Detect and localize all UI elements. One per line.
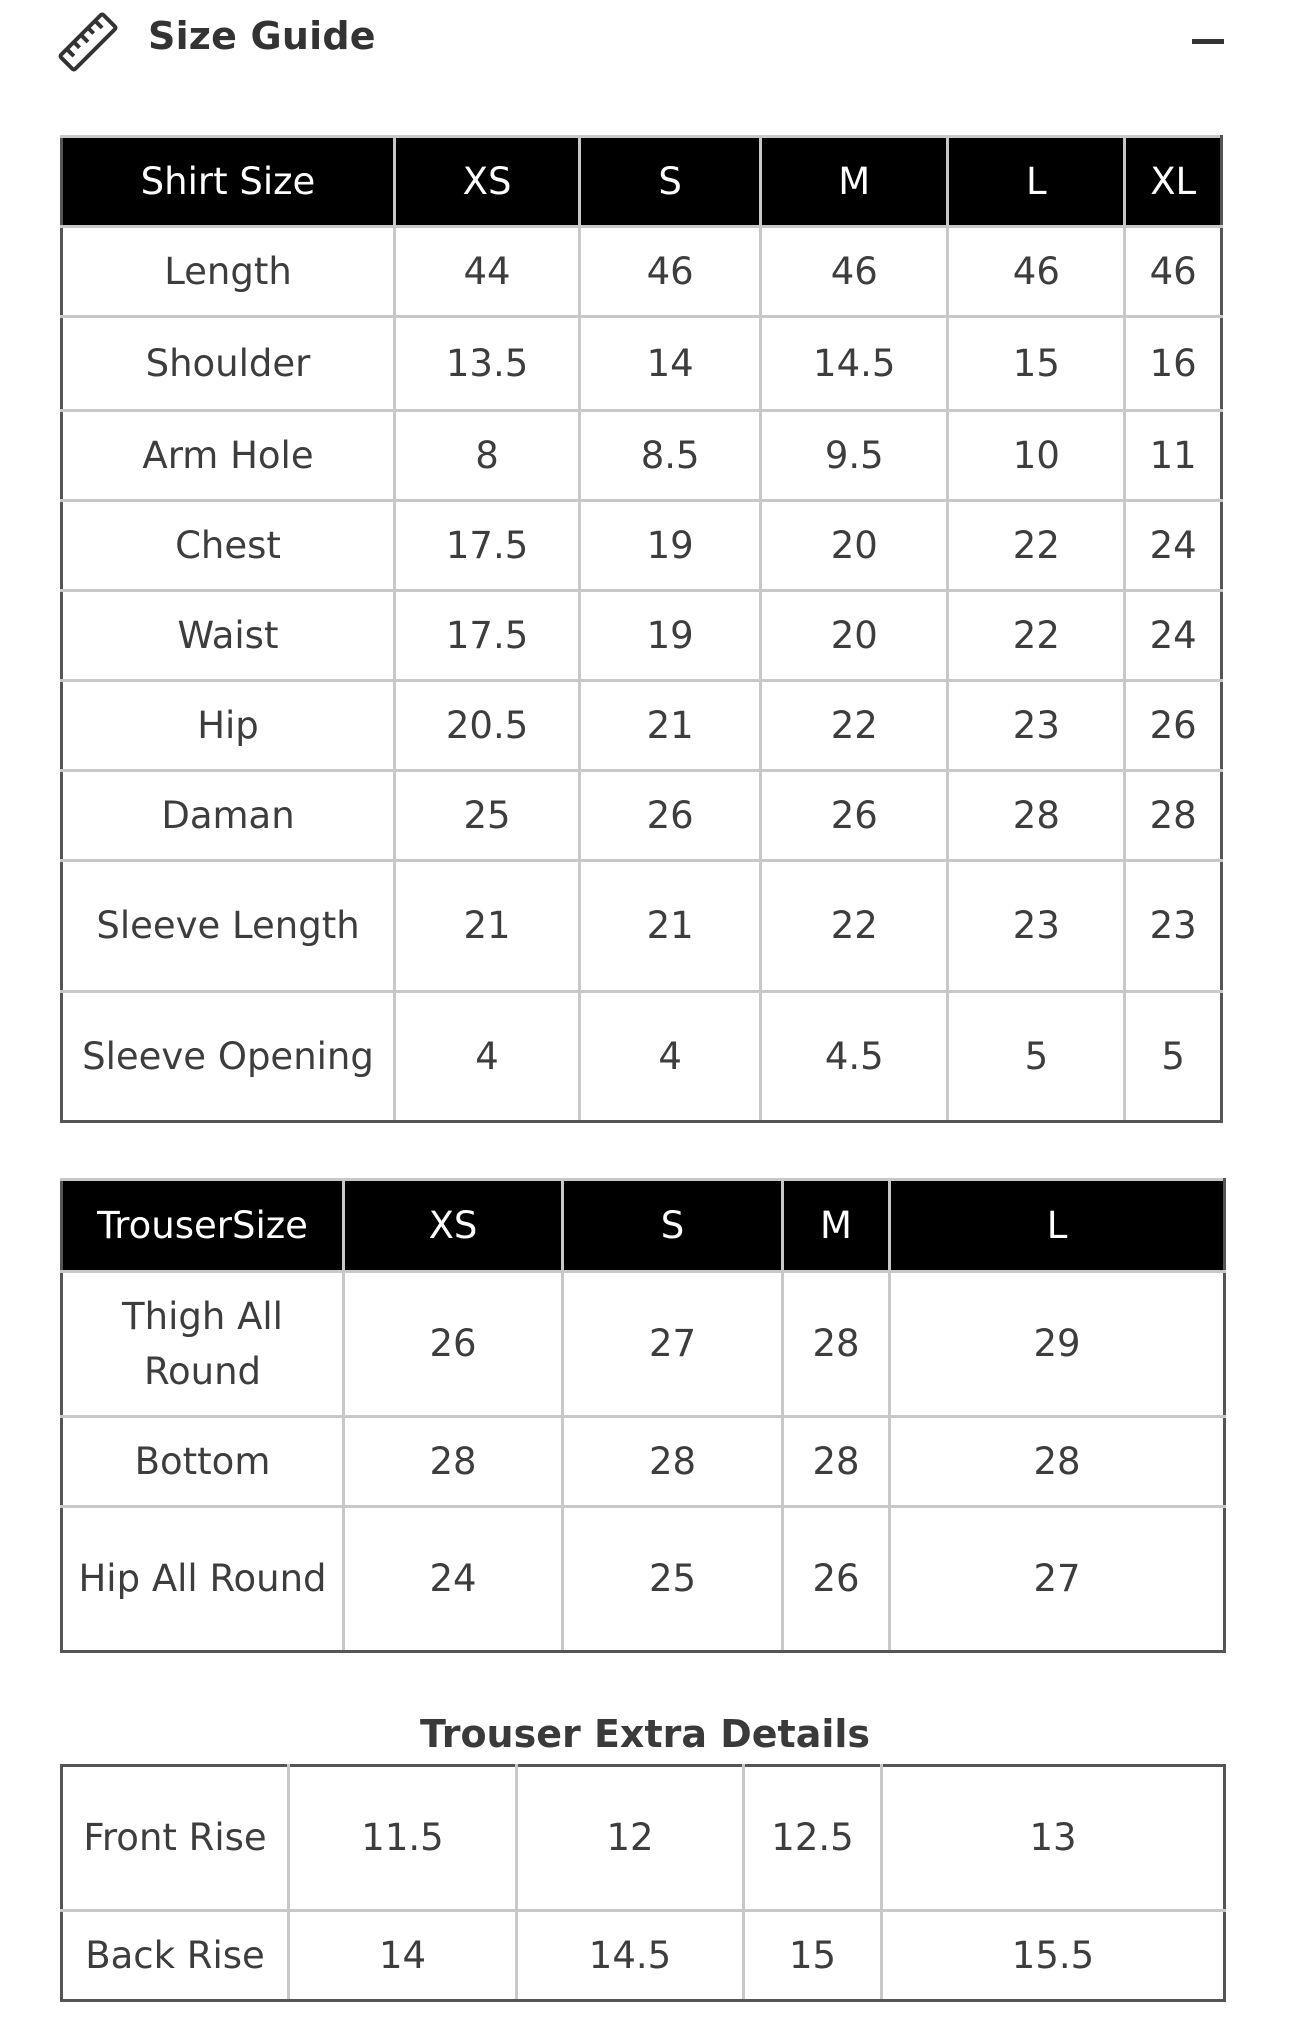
shirt-size-table xyxy=(60,135,1223,1123)
table-row xyxy=(62,1766,1225,1911)
trouser-extra-details-table xyxy=(60,1764,1226,2002)
size-guide-header[interactable] xyxy=(0,0,1290,80)
table-cell: 22 xyxy=(761,861,948,992)
table-cell: 14 xyxy=(580,317,761,411)
trouser-size-table xyxy=(60,1178,1226,1653)
table-cell: 8 xyxy=(395,411,580,501)
table-cell: 28 xyxy=(948,771,1125,861)
row-label: Back Rise xyxy=(62,1911,289,2001)
table-cell: 24 xyxy=(1125,501,1222,591)
table-cell: 10 xyxy=(948,411,1125,501)
table-row xyxy=(62,501,1222,591)
table-header-cell: XL xyxy=(1125,137,1222,227)
table-row xyxy=(62,771,1222,861)
table-cell: 28 xyxy=(783,1417,890,1507)
table-header-row xyxy=(62,137,1222,227)
table-cell: 13 xyxy=(882,1766,1225,1911)
table-header-cell: M xyxy=(761,137,948,227)
table-cell: 4 xyxy=(395,992,580,1122)
table-cell: 28 xyxy=(783,1272,890,1417)
table-cell: 46 xyxy=(761,227,948,317)
table-cell: 5 xyxy=(948,992,1125,1122)
table-cell: 5 xyxy=(1125,992,1222,1122)
table-header-cell: L xyxy=(948,137,1125,227)
table-cell: 23 xyxy=(1125,861,1222,992)
table-cell: 21 xyxy=(580,681,761,771)
table-cell: 4 xyxy=(580,992,761,1122)
table-cell: 26 xyxy=(580,771,761,861)
table-cell: 22 xyxy=(948,501,1125,591)
row-label: Daman xyxy=(62,771,395,861)
table-row xyxy=(62,861,1222,992)
table-cell: 28 xyxy=(890,1417,1225,1507)
table-cell: 17.5 xyxy=(395,591,580,681)
row-label: Hip All Round xyxy=(62,1507,344,1652)
table-row xyxy=(62,317,1222,411)
row-label: Length xyxy=(62,227,395,317)
table-cell: 46 xyxy=(1125,227,1222,317)
table-cell: 26 xyxy=(344,1272,563,1417)
table-cell: 25 xyxy=(563,1507,783,1652)
table-cell: 27 xyxy=(890,1507,1225,1652)
table-cell: 24 xyxy=(344,1507,563,1652)
table-header-cell: TrouserSize xyxy=(62,1180,344,1272)
table-cell: 21 xyxy=(580,861,761,992)
table-cell: 27 xyxy=(563,1272,783,1417)
row-label: Hip xyxy=(62,681,395,771)
table-cell: 14.5 xyxy=(761,317,948,411)
table-cell: 24 xyxy=(1125,591,1222,681)
row-label: Thigh All Round xyxy=(62,1272,344,1417)
table-header-cell: L xyxy=(890,1180,1225,1272)
table-cell: 20 xyxy=(761,591,948,681)
row-label: Sleeve Opening xyxy=(62,992,395,1122)
table-row xyxy=(62,411,1222,501)
table-cell: 16 xyxy=(1125,317,1222,411)
table-cell: 22 xyxy=(948,591,1125,681)
ruler-icon xyxy=(56,10,120,74)
row-label: Arm Hole xyxy=(62,411,395,501)
table-cell: 28 xyxy=(1125,771,1222,861)
table-cell: 14 xyxy=(289,1911,517,2001)
table-cell: 21 xyxy=(395,861,580,992)
table-cell: 4.5 xyxy=(761,992,948,1122)
table-header-cell: M xyxy=(783,1180,890,1272)
table-row xyxy=(62,1417,1225,1507)
table-header-cell: S xyxy=(563,1180,783,1272)
table-cell: 23 xyxy=(948,681,1125,771)
table-cell: 46 xyxy=(580,227,761,317)
table-cell: 44 xyxy=(395,227,580,317)
table-cell: 28 xyxy=(344,1417,563,1507)
row-label: Shoulder xyxy=(62,317,395,411)
row-label: Waist xyxy=(62,591,395,681)
table-header-cell: S xyxy=(580,137,761,227)
table-cell: 19 xyxy=(580,501,761,591)
table-cell: 8.5 xyxy=(580,411,761,501)
table-header-cell: XS xyxy=(344,1180,563,1272)
table-cell: 14.5 xyxy=(517,1911,744,2001)
table-row xyxy=(62,1911,1225,2001)
section-title: Trouser Extra Details xyxy=(419,1712,871,1756)
row-label: Bottom xyxy=(62,1417,344,1507)
table-row xyxy=(62,681,1222,771)
table-cell: 15.5 xyxy=(882,1911,1225,2001)
table-cell: 20 xyxy=(761,501,948,591)
table-cell: 26 xyxy=(1125,681,1222,771)
table-cell: 26 xyxy=(783,1507,890,1652)
table-row xyxy=(62,227,1222,317)
table-header-cell: XS xyxy=(395,137,580,227)
table-cell: 15 xyxy=(744,1911,882,2001)
table-row xyxy=(62,992,1222,1122)
row-label: Front Rise xyxy=(62,1766,289,1911)
table-header-row xyxy=(62,1180,1225,1272)
table-cell: 12 xyxy=(517,1766,744,1911)
table-cell: 23 xyxy=(948,861,1125,992)
table-header-cell: Shirt Size xyxy=(62,137,395,227)
table-row xyxy=(62,1272,1225,1417)
row-label: Sleeve Length xyxy=(62,861,395,992)
table-cell: 17.5 xyxy=(395,501,580,591)
table-cell: 26 xyxy=(761,771,948,861)
page-title: Size Guide xyxy=(148,14,376,58)
table-cell: 19 xyxy=(580,591,761,681)
collapse-button[interactable] xyxy=(1188,20,1228,60)
table-cell: 11.5 xyxy=(289,1766,517,1911)
table-cell: 22 xyxy=(761,681,948,771)
table-row xyxy=(62,591,1222,681)
table-cell: 11 xyxy=(1125,411,1222,501)
table-cell: 28 xyxy=(563,1417,783,1507)
table-cell: 9.5 xyxy=(761,411,948,501)
table-cell: 15 xyxy=(948,317,1125,411)
table-row xyxy=(62,1507,1225,1652)
table-cell: 12.5 xyxy=(744,1766,882,1911)
row-label: Chest xyxy=(62,501,395,591)
table-cell: 46 xyxy=(948,227,1125,317)
table-cell: 13.5 xyxy=(395,317,580,411)
table-cell: 20.5 xyxy=(395,681,580,771)
minus-icon xyxy=(1192,39,1224,44)
table-cell: 29 xyxy=(890,1272,1225,1417)
table-cell: 25 xyxy=(395,771,580,861)
